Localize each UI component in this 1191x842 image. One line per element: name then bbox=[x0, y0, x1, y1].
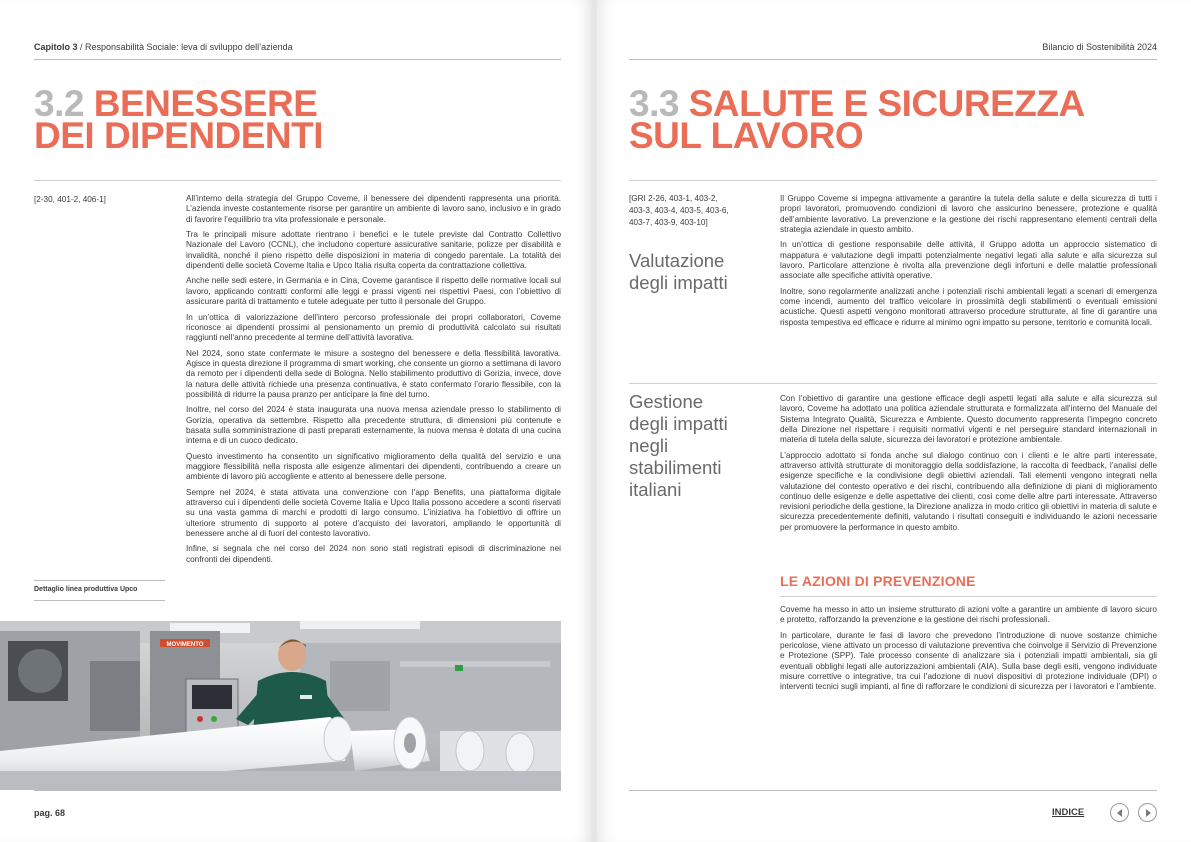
paragraph: Questo investimento ha consentito un significativo miglioramento della qualità del servizio e una maggiore flessibilità nella risposta alle esigenze alimentari dei dipendenti, contribuendo a creare un ambiente di lavoro più accogliente e attento al benessere delle persone. bbox=[186, 451, 561, 482]
page-number: pag. 68 bbox=[34, 808, 66, 818]
subheading-divider bbox=[780, 596, 1157, 597]
heading-gestione-impatti bbox=[629, 391, 728, 501]
paragraph: Nel 2024, sono state confermate le misure a sostegno del benessere e della flessibilità lavorativa. Agisce in questa direzione il programma di smart working, che consente un giorno a settimana di lavoro da remoto per i dipendenti della sede di Bologna. Nello stabilimento produttivo di Gorizia, invece, dove la natura delle attività richiede una presenza continuativa, è stato confermato l’orario flessibile, con la possibilità di ridurre la pausa pranzo per anticipare la fine del turno. bbox=[186, 348, 561, 399]
prev-page-icon bbox=[1116, 809, 1124, 817]
section-title-3-2 bbox=[34, 83, 324, 156]
machine-sign: MOVIMENTO bbox=[166, 642, 204, 648]
paragraph: In particolare, durante le fasi di lavoro che prevedono l’introduzione di nuove sostanze chimiche pericolose, viene attivato un processo di valutazione preventiva che coinvolge il Servizio di Prevenzione e Protezione (SPP). Tale processo consente di analizzare sia i potenziali impatti ambientali, sia gli eventuali obblighi legati alle autorizzazioni ambientali (AIA). Sulla base degli esiti, vengono individuate misure correttive o integrative, tra cui l’adozione di nuovi dispositivi di protezione individuale (DPI) o interventi tecnici sugli impianti, al fine di rafforzare le condizioni di sicurezza per i lavoratori e l’ambiente. bbox=[780, 630, 1157, 692]
header-divider bbox=[629, 59, 1157, 60]
section-divider bbox=[629, 180, 1157, 181]
factory-illustration bbox=[0, 621, 561, 790]
report-header: Bilancio di Sostenibilità 2024 bbox=[1042, 42, 1157, 52]
title-line-1: BENESSERE bbox=[93, 83, 318, 124]
heading-valutazione-impatti bbox=[629, 250, 728, 294]
next-page-icon bbox=[1144, 809, 1152, 817]
chapter-title: / Responsabilità Sociale: leva di sviluppo dell’azienda bbox=[77, 42, 293, 52]
gri-line: 403-3, 403-4, 403-5, 403-6, bbox=[629, 206, 729, 215]
photo-caption: Dettaglio linea produttiva Upco bbox=[34, 586, 138, 593]
heading-line: Valutazione bbox=[629, 250, 725, 271]
paragraph: In un’ottica di valorizzazione dell’intero percorso professionale dei propri collaboratori, Coveme riconosce ai dipendenti prossimi al pensionamento un premio di produttività calcolato sui risultati raggiunti nell’anno precedente al termine dell’attività lavorativa. bbox=[186, 312, 561, 343]
gri-line: [GRI 2-26, 403-1, 403-2, bbox=[629, 194, 718, 203]
left-page bbox=[0, 0, 594, 842]
right-page bbox=[597, 0, 1191, 842]
chapter-header bbox=[34, 42, 293, 52]
section2-body bbox=[780, 394, 1157, 538]
gri-reference: [2-30, 401-2, 406-1] bbox=[34, 195, 106, 204]
left-body-text bbox=[186, 194, 561, 570]
prev-page-button[interactable] bbox=[1110, 803, 1129, 822]
title-line-2: DEI DIPENDENTI bbox=[34, 115, 324, 156]
section-divider bbox=[34, 180, 561, 181]
paragraph: L’approccio adottato si fonda anche sul dialogo continuo con i clienti e le altre parti interessate, attraverso attività strutturate di monitoraggio della soddisfazione, la raccolta di feedback, l’analisi delle esigenze specifiche e la condivisione degli obiettivi aziendali. Tali elementi vengono integrati nella valutazione del contesto operativo e dei rischi, contribuendo alla definizione di piani di miglioramento continuo delle esigenze e delle aspettative dei clienti, così come delle altre parti interessate. Attraverso revisioni periodiche della gestione, la Direzione analizza in modo critico gli obiettivi in materia di salute e sicurezza precedentemente definiti, valutando i risultati conseguiti e individuando le azioni necessarie per promuovere la performance in questo ambito. bbox=[780, 450, 1157, 532]
next-page-button[interactable] bbox=[1138, 803, 1157, 822]
section1-body bbox=[780, 194, 1157, 333]
paragraph: Con l’obiettivo di garantire una gestione efficace degli aspetti legati alla salute e alla sicurezza sul lavoro, Coveme ha adottato una politica aziendale strutturata e formalizzata all’interno del Manuale del Sistema Integrato Qualità, Sicurezza e Ambiente. Questo documento rappresenta l’impegno concreto della Direzione nel rispettare i requisiti normativi vigenti e nel perseguire standard internazionali in materia di tutela della salute, sicurezza dei lavoratori e protezione ambientale. bbox=[780, 394, 1157, 445]
caption-divider-bottom bbox=[34, 600, 165, 601]
footer-divider bbox=[34, 790, 561, 791]
heading-line: degli impatti bbox=[629, 413, 728, 434]
heading-line: italiani bbox=[629, 479, 682, 500]
paragraph: Infine, si segnala che nel corso del 2024 non sono stati registrati episodi di discriminazione nei confronti dei dipendenti. bbox=[186, 544, 561, 564]
section-number: 3.2 bbox=[34, 83, 84, 124]
paragraph: Sempre nel 2024, è stata attivata una convenzione con l’app Benefits, una piattaforma digitale attraverso cui i dipendenti delle società Coveme Italia e Upco Italia possono accedere a sconti riservati su una vasta gamma di marchi e prodotti di largo consumo. L’iniziativa ha l’obiettivo di offrire un ulteriore strumento di supporto al potere d’acquisto dei lavoratori, ampliando le opportunità di benessere anche al di fuori del contesto lavorativo. bbox=[186, 487, 561, 538]
heading-line: negli bbox=[629, 435, 669, 456]
title-line-2: SUL LAVORO bbox=[629, 115, 864, 156]
paragraph: Coveme ha messo in atto un insieme strutturato di azioni volte a garantire un ambiente di lavoro sicuro e protetto, rafforzando la prevenzione e la gestione dei rischi professionali. bbox=[780, 605, 1157, 625]
paragraph: Tra le principali misure adottate rientrano i benefici e le tutele previste dal Contratto Collettivo Nazionale del Lavoro (CCNL), che includono coperture assicurative sanitarie, polizze per disabilità e invalidità, nonché il pieno rispetto delle disposizioni in materia di congedo parentale. La totalità dei dipendenti delle società Coveme Italia e Upco Italia risulta coperta da contrattazione collettiva. bbox=[186, 230, 561, 270]
index-link[interactable]: INDICE bbox=[1052, 807, 1085, 818]
production-line-photo bbox=[0, 621, 561, 790]
paragraph: Inoltre, sono regolarmente analizzati anche i potenziali rischi ambientali legati a scenari di emergenza come incendi, aumento del traffico veicolare in prossimità degli stabilimenti o eventuali emissioni acustiche. Questi aspetti vengono monitorati attraverso procedure strutturate, al fine di garantire una risposta tempestiva ed efficace e ridurre al minimo ogni impatto su persone, territorio e comunità locali. bbox=[780, 286, 1157, 327]
heading-line: stabilimenti bbox=[629, 457, 722, 478]
chapter-label: Capitolo 3 bbox=[34, 42, 78, 52]
title-line-1: SALUTE E SICUREZZA bbox=[688, 83, 1085, 124]
paragraph: Inoltre, nel corso del 2024 è stata inaugurata una nuova mensa aziendale presso lo stabilimento di Gorizia, operativa da settembre. Rispetto alla precedente struttura, di dimensioni più contenute e basata sulla somministrazione di pasti preparati esternamente, la nuova mensa è dotata di una cucina interna e di un cuoco dedicato. bbox=[186, 405, 561, 446]
section-title-3-3 bbox=[629, 83, 1085, 156]
gri-reference bbox=[629, 193, 729, 229]
subheading-azioni-prevenzione: LE AZIONI DI PREVENZIONE bbox=[780, 573, 976, 589]
footer-divider bbox=[629, 790, 1157, 791]
gri-line: 403-7, 403-9, 403-10] bbox=[629, 218, 708, 227]
paragraph: Anche nelle sedi estere, in Germania e in Cina, Coveme garantisce il rispetto delle normative locali sul lavoro, applicando contratti conformi alle leggi e prassi vigenti nei rispettivi Paesi, con l’obiettivo di assicurare parità di trattamento e tutele adeguate per tutto il personale del Gruppo. bbox=[186, 276, 561, 307]
paragraph: In un’ottica di gestione responsabile delle attività, il Gruppo adotta un approccio sistematico di mappatura e valutazione degli impatti potenzialmente negativi legati alla salute e alla sicurezza sul lavoro. Particolare attenzione è rivolta alla prevenzione degli infortuni e delle malattie professionali associate alle specifiche attività operative. bbox=[780, 240, 1157, 281]
section-divider bbox=[629, 383, 1157, 384]
paragraph: All’interno della strategia del Gruppo Coveme, il benessere dei dipendenti rappresenta una priorità. L’azienda investe costantemente risorse per garantire un ambiente di lavoro sano, inclusivo e in grado di favorire l’equilibrio tra vita professionale e personale. bbox=[186, 194, 561, 224]
paragraph: Il Gruppo Coveme si impegna attivamente a garantire la tutela della salute e della sicurezza di tutti i propri lavoratori, promuovendo condizioni di lavoro che assicurino benessere, protezione e qualità dell’ambiente lavorativo. La prevenzione e la gestione dei rischi rappresentano elementi centrali della strategia aziendale in questo ambito. bbox=[780, 194, 1157, 234]
caption-divider-top bbox=[34, 580, 165, 581]
prevention-body bbox=[780, 605, 1157, 698]
header-divider bbox=[34, 59, 561, 60]
section-number: 3.3 bbox=[629, 83, 679, 124]
heading-line: Gestione bbox=[629, 391, 704, 412]
heading-line: degli impatti bbox=[629, 272, 728, 293]
